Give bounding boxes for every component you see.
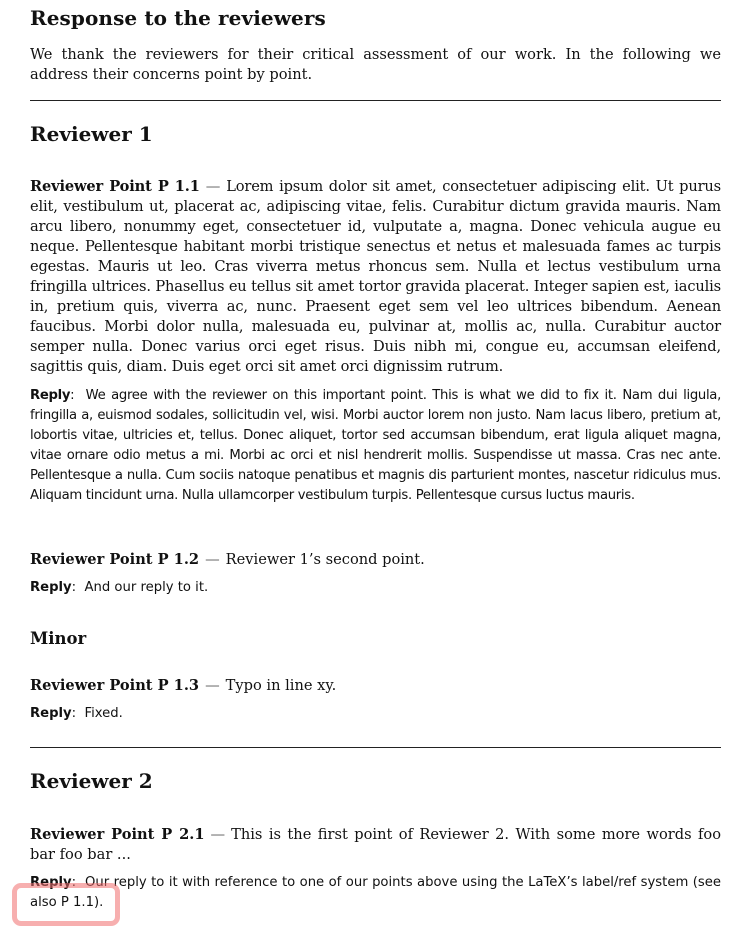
reviewer-point — [30, 550, 721, 570]
reply-label: Reply — [30, 875, 72, 890]
point-text: Reviewer 1’s second point. — [225, 551, 425, 568]
reply-text: We agree with the reviewer on this important point. This is what we did to fix it. Nam dui ligula, fringilla a, euismod sodales, sollicitudin vel, wisi. Morbi auctor lorem non justo. Nam lacus libero, pretium at, lobortis vitae, ultricies et, tellus. Donec aliquet, tortor sed accumsan bibendum, erat ligula aliquet magna, vitae ornare odio metus a mi. Morbi ac orci et nisl hendrerit mollis. Suspendisse ut massa. Cras nec ante. Pellentesque a nulla. Cum sociis natoque penatibus et magnis dis parturient montes, nascetur ridiculus mus. Aliquam tincidunt urna. Nulla ullamcorper vestibulum turpis. Pellentesque cursus luctus mauris. — [30, 388, 721, 503]
reply-text: Fixed. — [84, 706, 123, 721]
reviewer-point — [30, 177, 721, 377]
point-label: Reviewer Point P 1.1 — [30, 178, 200, 195]
reply-text: And our reply to it. — [84, 580, 209, 595]
section-heading-reviewer-1: Reviewer 1 — [30, 122, 153, 146]
reviewer-point — [30, 825, 721, 865]
point-text: Typo in line xy. — [225, 677, 337, 694]
latex-logo: LaTeX — [528, 875, 567, 890]
point-text: This is the first point of Reviewer 2. With some more words foo bar foo bar ... — [30, 826, 722, 863]
point-text: Lorem ipsum dolor sit amet, consectetuer adipiscing elit. Ut purus elit, vestibulum ut, placerat ac, adipiscing vitae, felis. Curabitur dictum gravida mauris. Nam arcu libero, nonummy eget, consectetuer id, vulputate a, magna. Donec vehicula augue eu neque. Pellentesque habitant morbi tristique senectus et netus et malesuada fames ac turpis egestas. Mauris ut leo. Cras viverra metus rhoncus sem. Nulla et lectus vestibulum urna fringilla ultrices. Phasellus eu tellus sit amet tortor gravida placerat. Integer sapien est, iaculis in, pretium quis, viverra ac, nunc. Praesent eget sem vel leo ultrices bibendum. Aenean faucibus. Morbi dolor nulla, malesuada eu, pulvinar at, mollis ac, nulla. Curabitur auctor semper nulla. Donec varius orci eget risus. Duis nibh mi, congue eu, accumsan eleifend, sagittis quis, diam. Duis eget orci sit amet orci dignissim rutrum. — [30, 178, 721, 375]
intro-paragraph: We thank the reviewers for their critical assessment of our work. In the following we address their concerns point by point. — [30, 46, 721, 83]
point-label: Reviewer Point P 1.3 — [30, 677, 200, 694]
point-separator: — — [205, 551, 220, 568]
reply-text-before: Our reply to it with reference to one of our points above using the — [85, 875, 524, 890]
point-separator: — — [210, 826, 226, 843]
point-label: Reviewer Point P 2.1 — [30, 826, 205, 843]
point-label: Reviewer Point P 1.2 — [30, 551, 200, 568]
point-separator: — — [205, 677, 220, 694]
reply-paragraph: Reply: And our reply to it. — [30, 580, 209, 595]
point-separator: — — [205, 178, 221, 195]
reply-paragraph: Reply: Fixed. — [30, 706, 123, 721]
document-title: Response to the reviewers — [30, 6, 326, 30]
reply-label: Reply — [30, 580, 72, 595]
reply-text-after: ’s label/ref system (see also P 1.1). — [30, 875, 721, 910]
divider — [30, 747, 721, 748]
subsection-heading-minor: Minor — [30, 629, 87, 648]
section-heading-reviewer-2: Reviewer 2 — [30, 769, 153, 793]
reply-label: Reply — [30, 388, 71, 403]
reply-label: Reply — [30, 706, 72, 721]
divider — [30, 100, 721, 101]
reply-paragraph: Reply: Our reply to it with reference to one of our points above using the LaTeX’s label/ref system (see also P 1.1). — [30, 875, 721, 910]
reply-paragraph: Reply: We agree with the reviewer on this important point. This is what we did to fix it. Nam dui ligula, fringilla a, euismod sodales, sollicitudin vel, wisi. Morbi auctor lorem non justo. Nam lacus libero, pretium at, lobortis vitae, ultricies et, tellus. Donec aliquet, tortor sed accumsan bibendum, erat ligula aliquet magna, vitae ornare odio metus a mi. Morbi ac orci et nisl hendrerit mollis. Suspendisse ut massa. Cras nec ante. Pellentesque a nulla. Cum sociis natoque penatibus et magnis dis parturient montes, nascetur ridiculus mus. Aliquam tincidunt urna. Nulla ullamcorper vestibulum turpis. Pellentesque cursus luctus mauris. — [30, 388, 721, 503]
reviewer-point — [30, 676, 721, 696]
